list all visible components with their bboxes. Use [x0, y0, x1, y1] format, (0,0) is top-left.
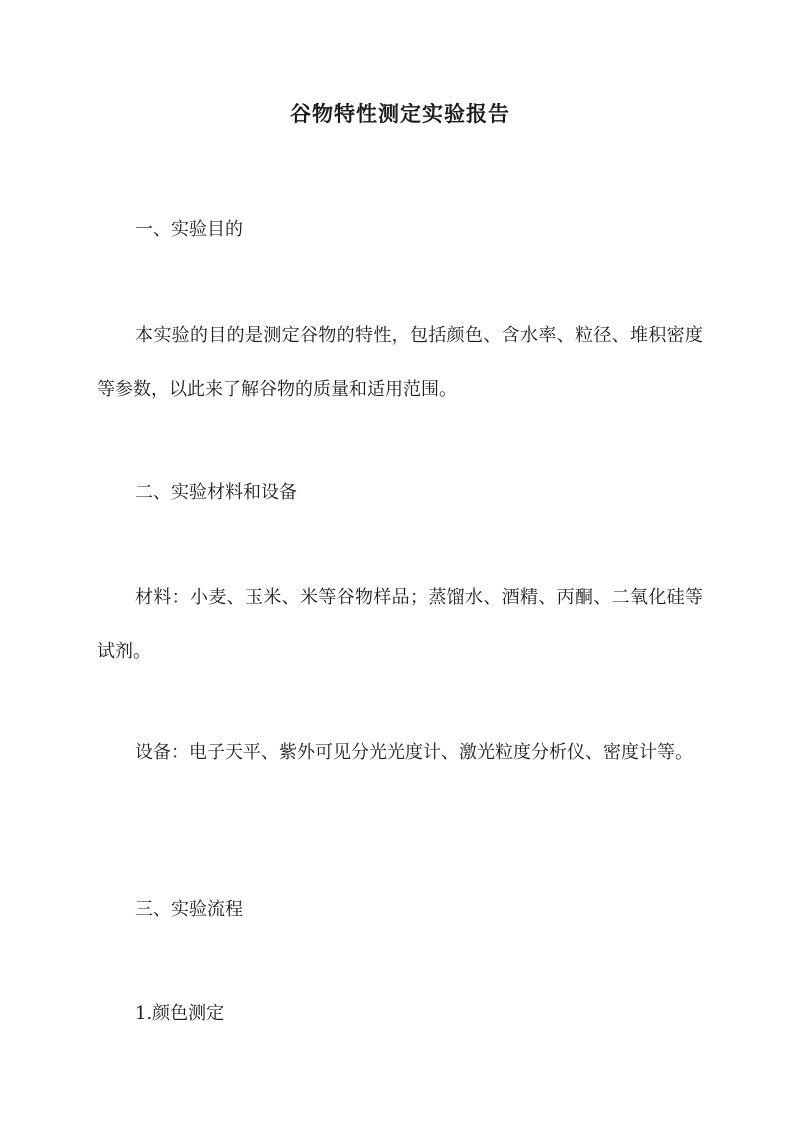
paragraph-materials: 材料：小麦、玉米、米等谷物样品；蒸馏水、酒精、丙酮、二氧化硅等试剂。 — [97, 587, 703, 662]
section-heading-materials: 二、实验材料和设备 — [135, 482, 297, 503]
document-title: 谷物特性测定实验报告 — [290, 101, 510, 126]
section-heading-procedure: 三、实验流程 — [135, 899, 243, 920]
paragraph-purpose: 本实验的目的是测定谷物的特性，包括颜色、含水率、粒径、堆积密度等参数，以此来了解谷物的质量和适用范围。 — [97, 325, 703, 400]
subsection-heading-color: 1.颜色测定 — [135, 1003, 225, 1024]
section-heading-purpose: 一、实验目的 — [135, 219, 243, 240]
paragraph-equipment: 设备：电子天平、紫外可见分光光度计、激光粒度分析仪、密度计等。 — [135, 742, 693, 763]
